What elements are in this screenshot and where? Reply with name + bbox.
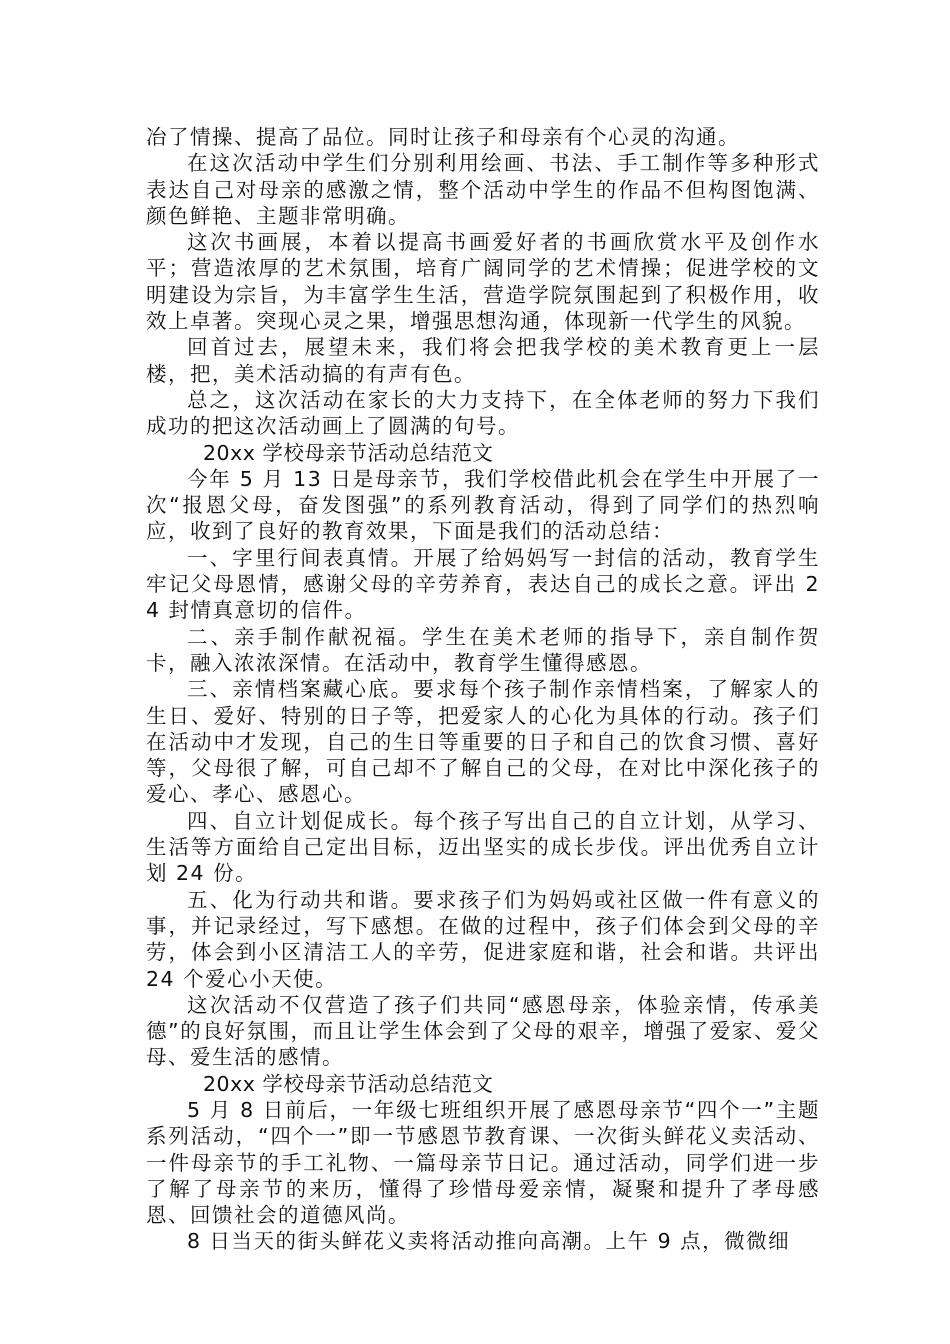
paragraph: 在这次活动中学生们分别利用绘画、书法、手工制作等多种形式表达自己对母亲的感激之情，整个活动中学生的作品不但构图饱满、颜色鲜艳、主题非常明确。	[146, 151, 820, 228]
paragraph: 三、亲情档案藏心底。要求每个孩子制作亲情档案，了解家人的生日、爱好、特别的日子等，把爱家人的心化为具体的行动。孩子们在活动中才发现，自己的生日等重要的日子和自己的饮食习惯、喜好等，父母很了解，可自己却不了解自己的父母，在对比中深化孩子的爱心、孝心、感恩心。	[146, 677, 820, 807]
paragraph: 今年 5 月 13 日是母亲节，我们学校借此机会在学生中开展了一次“报恩父母，奋发图强”的系列教育活动，得到了同学们的热烈响应，收到了良好的教育效果，下面是我们的活动总结：	[146, 466, 820, 544]
paragraph: 这次活动不仅营造了孩子们共同“感恩母亲，体验亲情，传承美德”的良好氛围，而且让学生体会到了父母的艰辛，增强了爱家、爱父母、爱生活的感情。	[146, 992, 820, 1070]
paragraph: 回首过去，展望未来，我们将会把我学校的美术教育更上一层楼，把，美术活动搞的有声有色。	[146, 335, 820, 386]
paragraph: 总之，这次活动在家长的大力支持下，在全体老师的努力下我们成功的把这次活动画上了圆满的句号。	[146, 387, 820, 439]
paragraph: 8 日当天的街头鲜花义卖将活动推向高潮。上午 9 点，微微细	[187, 1229, 791, 1254]
paragraph: 五、化为行动共和谐。要求孩子们为妈妈或社区做一件有意义的事，并记录经过，写下感想。在做的过程中，孩子们体会到父母的辛劳，体会到小区清洁工人的辛劳，促进家庭和谐，社会和谐。共评出 24 个爱心小天使。	[146, 887, 820, 991]
section-heading: 20xx 学校母亲节活动总结范文	[203, 440, 494, 465]
paragraph: 5 月 8 日前后，一年级七班组织开展了感恩母亲节“四个一”主题系列活动，“四个一”即一节感恩节教育课、一次街头鲜花义卖活动、一件母亲节的手工礼物、一篇母亲节日记。通过活动，同学们进一步了解了母亲节的来历，懂得了珍惜母爱亲情，凝聚和提升了孝母感恩、回馈社会的道德风尚。	[146, 1097, 820, 1228]
paragraph: 这次书画展，本着以提高书画爱好者的书画欣赏水平及创作水平；营造浓厚的艺术氛围，培育广阔同学的艺术情操；促进学校的文明建设为宗旨，为丰富学生生活，营造学院氛围起到了积极作用，收效上卓著。突现心灵之果，增强思想沟通，体现新一代学生的风貌。	[146, 230, 820, 334]
paragraph: 冶了情操、提高了品位。同时让孩子和母亲有个心灵的沟通。	[146, 125, 740, 149]
section-heading: 20xx 学校母亲节活动总结范文	[203, 1071, 494, 1096]
paragraph: 一、字里行间表真情。开展了给妈妈写一封信的活动，教育学生牢记父母恩情，感谢父母的辛劳养育，表达自己的成长之意。评出 24 封情真意切的信件。	[146, 545, 820, 623]
paragraph: 四、自立计划促成长。每个孩子写出自己的自立计划，从学习、生活等方面给自己定出目标，迈出坚实的成长步伐。评出优秀自立计划 24 份。	[146, 808, 820, 886]
paragraph: 二、亲手制作献祝福。学生在美术老师的指导下，亲自制作贺卡，融入浓浓深情。在活动中，教育学生懂得感恩。	[146, 624, 820, 675]
